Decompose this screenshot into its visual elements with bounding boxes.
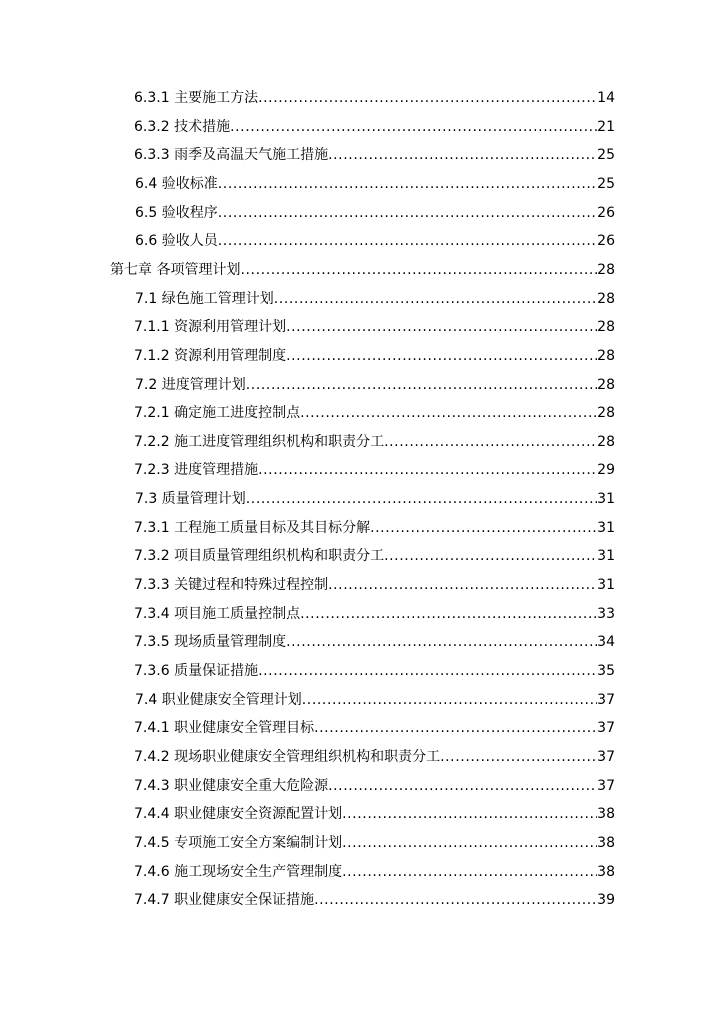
toc-entry-title: 6.3.1 主要施工方法 <box>134 90 259 106</box>
toc-dot-leader <box>314 886 597 914</box>
toc-entry-page-number: 39 <box>597 892 615 909</box>
toc-dot-leader <box>384 428 597 456</box>
toc-entry-page-number: 31 <box>597 519 615 536</box>
toc-entry-title: 7.3.3 关键过程和特殊过程控制 <box>134 577 329 594</box>
toc-entry-title: 7.3.2 项目质量管理组织机构和职责分工 <box>134 548 385 565</box>
toc-entry-title: 7.3.1 工程施工质量目标及其目标分解 <box>134 519 371 536</box>
toc-entry-page-number: 28 <box>597 319 615 336</box>
toc-entry[interactable] <box>134 542 615 570</box>
toc-entry[interactable] <box>135 227 615 255</box>
toc-dot-leader <box>218 199 597 227</box>
toc-entry-title: 7.4.6 施工现场安全生产管理制度 <box>134 863 343 880</box>
toc-entry-title: 6.6 验收人员 <box>135 233 218 250</box>
toc-entry-page-number: 37 <box>597 777 615 794</box>
toc-dot-leader <box>218 170 597 198</box>
toc-entry-title: 7.4.2 现场职业健康安全管理组织机构和职责分工 <box>134 748 441 765</box>
toc-entry[interactable] <box>134 628 615 656</box>
toc-dot-leader <box>300 600 597 628</box>
toc-entry[interactable] <box>134 743 615 771</box>
toc-entry-title: 6.5 验收程序 <box>135 204 218 221</box>
toc-dot-leader <box>240 256 597 284</box>
toc-entry-title: 7.1.2 资源利用管理制度 <box>134 347 287 364</box>
toc-dot-leader <box>440 743 597 771</box>
toc-dot-leader <box>218 227 597 255</box>
toc-entry-page-number: 28 <box>597 290 615 307</box>
toc-entry[interactable] <box>134 800 615 828</box>
toc-entry-title: 7.4.1 职业健康安全管理目标 <box>134 720 315 737</box>
toc-entry-page-number: 33 <box>597 605 615 622</box>
toc-entry-title: 6.3.3 雨季及高温天气施工措施 <box>134 147 329 164</box>
toc-entry-page-number: 25 <box>597 147 615 164</box>
toc-entry[interactable] <box>135 485 615 513</box>
toc-entry[interactable] <box>134 399 615 427</box>
toc-entry-page-number: 35 <box>597 663 615 679</box>
toc-entry-page-number: 37 <box>597 720 615 737</box>
toc-entry-title: 7.1 绿色施工管理计划 <box>135 290 274 307</box>
toc-entry-page-number: 37 <box>597 691 615 708</box>
toc-entry-page-number: 29 <box>597 462 615 479</box>
toc-entry[interactable] <box>135 285 615 313</box>
toc-dot-leader <box>314 714 597 742</box>
toc-entry[interactable] <box>134 657 615 685</box>
toc-entry[interactable] <box>135 199 615 227</box>
toc-entry-title: 7.3 质量管理计划 <box>135 491 246 508</box>
toc-entry[interactable] <box>134 113 615 141</box>
toc-entry-title: 6.3.2 技术措施 <box>134 118 231 135</box>
toc-entry-page-number: 26 <box>597 233 615 250</box>
toc-entry-page-number: 34 <box>597 634 615 651</box>
toc-dot-leader <box>328 571 597 599</box>
toc-entry-page-number: 28 <box>597 405 615 422</box>
toc-entry-page-number: 37 <box>597 748 615 765</box>
toc-dot-leader <box>246 485 597 513</box>
toc-dot-leader <box>258 84 597 112</box>
toc-dot-leader <box>384 542 597 570</box>
toc-dot-leader <box>286 628 597 656</box>
toc-dot-leader <box>286 313 597 341</box>
toc-entry-title: 7.2 进度管理计划 <box>135 376 246 393</box>
toc-entry[interactable] <box>134 141 615 169</box>
toc-entry-page-number: 28 <box>597 261 615 278</box>
toc-entry[interactable] <box>134 342 615 370</box>
toc-entry-page-number: 28 <box>597 376 615 393</box>
toc-entry-title: 第七章 各项管理计划 <box>110 261 241 278</box>
toc-dot-leader <box>246 371 597 399</box>
toc-entry[interactable] <box>110 256 615 284</box>
toc-entry-page-number: 28 <box>597 347 615 364</box>
toc-entry[interactable] <box>134 858 615 886</box>
toc-entry[interactable] <box>134 456 615 484</box>
toc-entry-page-number: 14 <box>597 90 615 106</box>
toc-entry[interactable] <box>134 600 615 628</box>
toc-entry[interactable] <box>134 84 615 112</box>
toc-dot-leader <box>342 800 597 828</box>
toc-entry-page-number: 38 <box>597 834 615 851</box>
toc-entry-title: 7.2.2 施工进度管理组织机构和职责分工 <box>134 433 385 450</box>
toc-entry-page-number: 28 <box>597 433 615 450</box>
toc-dot-leader <box>300 399 597 427</box>
toc-entry-title: 7.3.6 质量保证措施 <box>134 663 259 679</box>
toc-entry-page-number: 38 <box>597 863 615 880</box>
toc-entry-page-number: 21 <box>597 118 615 135</box>
toc-entry-title: 7.3.4 项目施工质量控制点 <box>134 605 301 622</box>
toc-entry[interactable] <box>134 829 615 857</box>
toc-entry-title: 7.4.5 专项施工安全方案编制计划 <box>134 834 343 851</box>
toc-entry-page-number: 38 <box>597 806 615 823</box>
toc-dot-leader <box>258 657 597 685</box>
toc-entry[interactable] <box>134 571 615 599</box>
toc-dot-leader <box>342 858 597 886</box>
toc-entry-title: 7.4.3 职业健康安全重大危险源 <box>134 777 329 794</box>
toc-entry[interactable] <box>134 886 615 914</box>
toc-entry-title: 7.4 职业健康安全管理计划 <box>135 691 302 708</box>
toc-entry[interactable] <box>135 686 615 714</box>
toc-entry-title: 7.4.4 职业健康安全资源配置计划 <box>134 806 343 823</box>
toc-dot-leader <box>274 285 597 313</box>
toc-entry[interactable] <box>135 170 615 198</box>
toc-dot-leader <box>286 342 597 370</box>
toc-entry[interactable] <box>135 371 615 399</box>
toc-entry-page-number: 31 <box>597 577 615 594</box>
toc-entry-title: 7.4.7 职业健康安全保证措施 <box>134 892 315 909</box>
toc-entry[interactable] <box>134 313 615 341</box>
toc-entry[interactable] <box>134 428 615 456</box>
toc-entry-page-number: 31 <box>597 491 615 508</box>
toc-entry-title: 6.4 验收标准 <box>135 175 218 192</box>
toc-dot-leader <box>302 686 597 714</box>
toc-entry[interactable] <box>134 714 615 742</box>
toc-dot-leader <box>342 829 597 857</box>
toc-entry-title: 7.2.1 确定施工进度控制点 <box>134 405 301 422</box>
toc-dot-leader <box>328 772 597 800</box>
toc-entry-page-number: 26 <box>597 204 615 221</box>
toc-entry-page-number: 25 <box>597 175 615 192</box>
toc-entry-title: 7.1.1 资源利用管理计划 <box>134 319 287 336</box>
toc-dot-leader <box>230 113 597 141</box>
toc-entry-title: 7.3.5 现场质量管理制度 <box>134 634 287 651</box>
toc-entry-page-number: 31 <box>597 548 615 565</box>
toc-entry-title: 7.2.3 进度管理措施 <box>134 462 259 479</box>
toc-dot-leader <box>328 141 597 169</box>
toc-dot-leader <box>370 514 597 542</box>
toc-entry[interactable] <box>134 514 615 542</box>
toc-entry[interactable] <box>134 772 615 800</box>
toc-dot-leader <box>258 456 597 484</box>
